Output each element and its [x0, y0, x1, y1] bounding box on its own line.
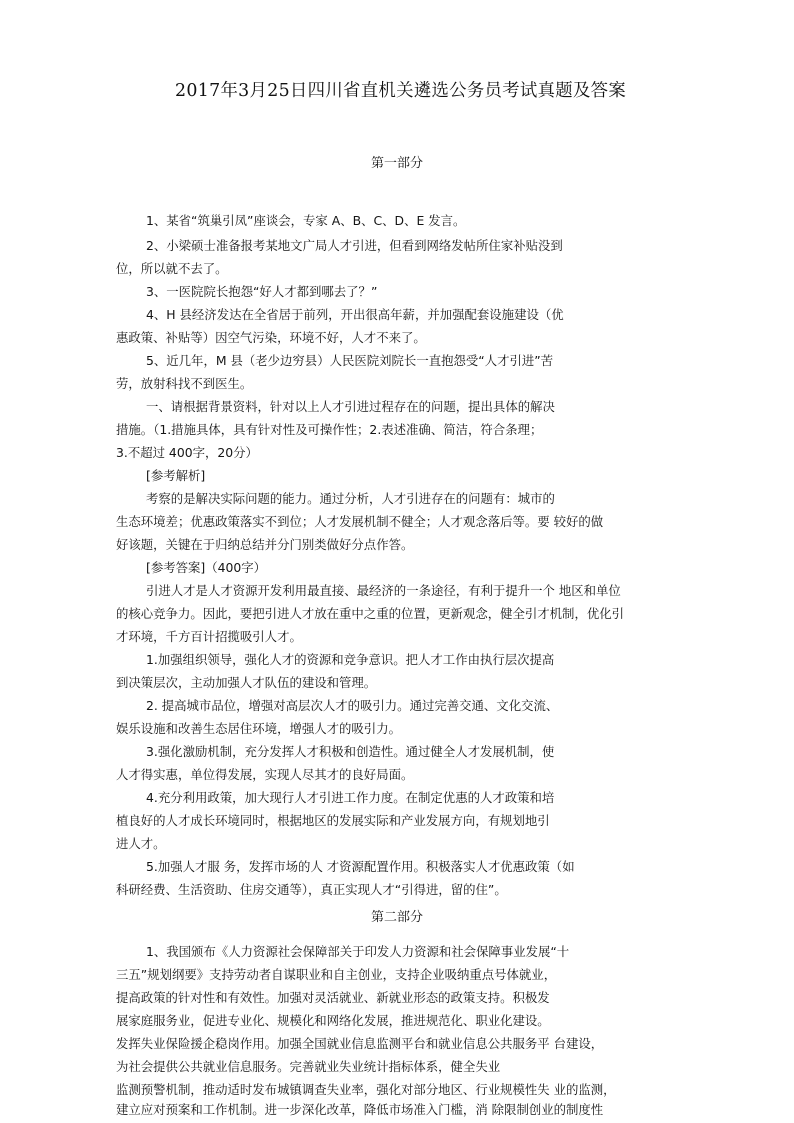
part1-heading: 第一部分 [370, 156, 423, 171]
paragraph-line: 1、我国颁布《人力资源社会保障部关于印发人力资源和社会保障事业发展“十 [146, 944, 570, 959]
paragraph-line: 三五”规划纲要》支持劳动者自谋职业和自主创业，支持企业吸纳重点号体就业， [116, 967, 557, 982]
paragraph-line: 1、某省“筑巢引凤”座谈会，专家 A、B、C、D、E 发言。 [146, 213, 466, 228]
paragraph-line: 提高政策的针对性和有效性。加强对灵活就业、新就业形态的政策支持。积极发 [116, 990, 550, 1005]
paragraph-line: 为社会提供公共就业信息服务。完善就业失业统计指标体系，健全失业 [116, 1059, 501, 1074]
paragraph-line: 4.充分利用政策，加大现行人才引进工作力度。在制定优惠的人才政策和培 [146, 790, 555, 805]
paragraph-line: 2. 提高城市品位，增强对高层次人才的吸引力。通过完善交通、文化交流、 [146, 698, 559, 713]
paragraph-line: 一、请根据背景资料，针对以上人才引进过程存在的问题，提出具体的解决 [146, 399, 555, 414]
paragraph-line: 科研经费、生活资助、住房交通等），真正实现人才“引得进，留的住”。 [116, 882, 507, 897]
paragraph-line: 位，所以就不去了。 [116, 261, 228, 276]
paragraph-line: 4、H 县经济发达在全省居于前列，开出很高年薪，并加强配套设施建设（优 [146, 307, 564, 322]
paragraph-line: 1.加强组织领导，强化人才的资源和竞争意识。把人才工作由执行层次提高 [146, 652, 555, 667]
paragraph-line: 劳，放射科找不到医生。 [116, 376, 253, 391]
part2-heading: 第二部分 [370, 910, 423, 925]
paragraph-line: 引进人才是人才资源开发利用最直接、最经济的一条途径，有利于提升一个 地区和单位 [146, 583, 621, 598]
paragraph-line: [参考解析] [146, 468, 206, 483]
paragraph-line: 发挥失业保险援企稳岗作用。加强全国就业信息监测平台和就业信息公共服务平 台建设， [116, 1036, 604, 1051]
paragraph-line: 3.强化激励机制，充分发挥人才积极和创造性。通过健全人才发展机制，使 [146, 744, 555, 759]
paragraph-line: 3、一医院院长抱怨“好人才都到哪去了？” [146, 284, 378, 299]
paragraph-line: 考察的是解决实际问题的能力。通过分析，人才引进存在的问题有：城市的 [146, 491, 555, 506]
paragraph-line: 建立应对预案和工作机制。进一步深化改革，降低市场准入门槛，消 除限制创业的制度性 [116, 1102, 604, 1117]
paragraph-line: 生态环境差；优惠政策落实不到位；人才发展机制不健全；人才观念落后等。要 较好的做 [116, 514, 604, 529]
paragraph-line: 进人才。 [116, 836, 166, 851]
paragraph-line: 5.加强人才服 务，发挥市场的人 才资源配置作用。积极落实人才优惠政策（如 [146, 859, 575, 874]
paragraph-line: 植良好的人才成长环境同时，根据地区的发展实际和产业发展方向，有规划地引 [116, 813, 550, 828]
paragraph-line: [参考答案]（400字） [146, 560, 267, 575]
paragraph-line: 展家庭服务业，促进专业化、规模化和网络化发展，推进规范化、职业化建设。 [116, 1013, 550, 1028]
paragraph-line: 人才得实惠，单位得发展，实现人尽其才的良好局面。 [116, 767, 414, 782]
paragraph-line: 惠政策、补贴等）因空气污染，环境不好，人才不来了。 [116, 330, 426, 345]
paragraph-line: 娱乐设施和改善生态居住环境，增强人才的吸引力。 [116, 721, 401, 736]
paragraph-line: 3.不超过 400字，20分） [116, 445, 258, 460]
paragraph-line: 5、近几年，M 县（老少边穷县）人民医院刘院长一直抱怨受“人才引进”苦 [146, 353, 554, 368]
paragraph-line: 的核心竞争力。因此，要把引进人才放在重中之重的位置，更新观念，健全引才机制，优化引 [116, 606, 625, 621]
paragraph-line: 监测预警机制，推动适时发布城镇调查失业率，强化对部分地区、行业规模性失 业的监测， [116, 1082, 616, 1097]
paragraph-line: 2、小梁硕士准备报考某地文广局人才引进，但看到网络发帖所住家补贴没到 [146, 238, 563, 253]
paragraph-line: 措施。（1.措施具体，具有针对性及可操作性；2.表述准确、简洁，符合条理； [116, 422, 543, 437]
paragraph-line: 才环境，千方百计招揽吸引人才。 [116, 629, 302, 644]
document-title: 2017年3月25日四川省直机关遴选公务员考试真题及答案 [175, 81, 627, 101]
paragraph-line: 到决策层次，主动加强人才队伍的建设和管理。 [116, 675, 377, 690]
paragraph-line: 好该题，关键在于归纳总结并分门别类做好分点作答。 [116, 537, 414, 552]
